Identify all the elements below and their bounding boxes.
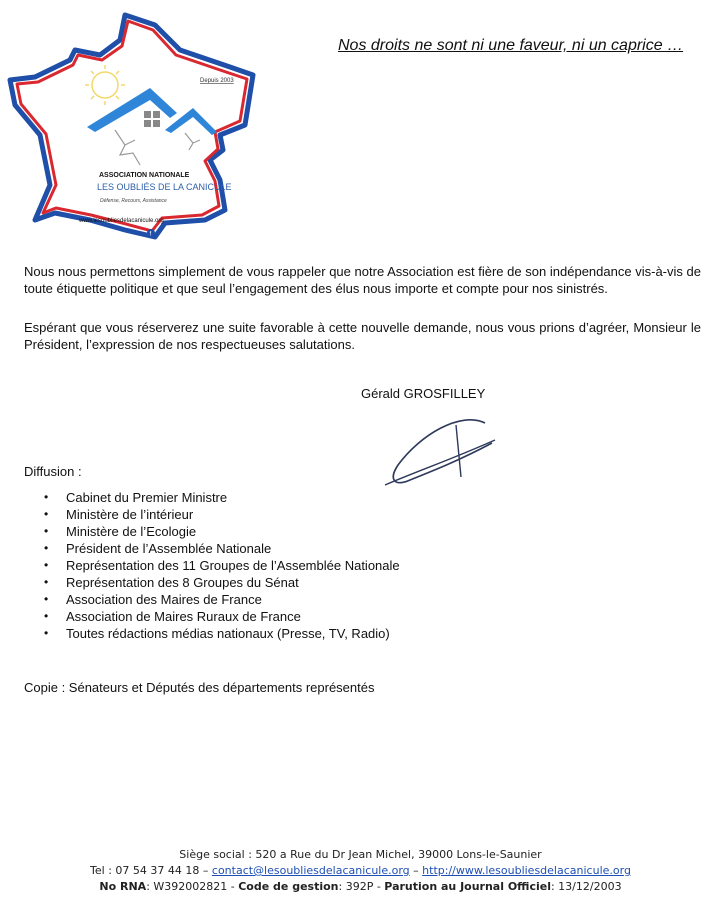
list-item: • Cabinet du Premier Ministre <box>44 489 400 506</box>
footer-contact-line <box>0 863 721 879</box>
diffusion-list <box>44 489 400 642</box>
footer-address: Siège social : 520 a Rue du Dr Jean Michel, 39000 Lons-le-Saunier <box>179 848 542 861</box>
list-item: • Association des Maires de France <box>44 591 400 608</box>
motto-heading: Nos droits ne sont ni une faveur, ni un caprice … <box>338 37 684 54</box>
svg-text:ASSOCIATION NATIONALE: ASSOCIATION NATIONALE <box>99 172 190 179</box>
list-item: • Ministère de l’intérieur <box>44 506 400 523</box>
svg-text:Défense, Recours, Assistance: Défense, Recours, Assistance <box>100 198 167 204</box>
gestion-value: : 392P - <box>338 880 385 893</box>
svg-text:Depuis 2003: Depuis 2003 <box>200 78 234 84</box>
signer-name: Gérald GROSFILLEY <box>361 386 486 401</box>
list-item: • Association de Maires Ruraux de France <box>44 608 400 625</box>
rna-label: No RNA <box>99 880 147 893</box>
svg-text:www.lesoubliesdelacanicule.org: www.lesoubliesdelacanicule.org <box>79 218 164 224</box>
rna-value: : W392002821 - <box>146 880 239 893</box>
gestion-label: Code de gestion <box>238 880 339 893</box>
list-item: • Président de l’Assemblée Nationale <box>44 540 400 557</box>
email-link[interactable]: contact@lesoubliesdelacanicule.org <box>211 864 410 877</box>
list-item: • Ministère de l’Ecologie <box>44 523 400 540</box>
paragraph-independence: Nous nous permettons simplement de vous rappeler que notre Association est fière de son indépendance vis-à-vis de toute étiquette politique et que seul l’engagement des élus nous importe et compte pour nos sinistrés. <box>24 264 701 296</box>
paragraph-closing: Espérant que vous réserverez une suite favorable à cette nouvelle demande, nous vous prions d’agréer, Monsieur le Président, l’expression de nos respectueuses salutations. <box>24 320 701 352</box>
list-item: • Représentation des 11 Groupes de l’Assemblée Nationale <box>44 557 400 574</box>
association-logo <box>5 5 275 245</box>
journal-officiel-label: Parution au Journal Officiel <box>384 880 551 893</box>
diffusion-label: Diffusion : <box>24 464 82 479</box>
footer-registration-line <box>0 879 721 895</box>
svg-text:LES OUBLIÉS DE LA CANICULE: LES OUBLIÉS DE LA CANICULE <box>97 182 232 192</box>
svg-text:f: f <box>149 231 152 238</box>
list-item: • Représentation des 8 Groupes du Sénat <box>44 574 400 591</box>
website-link[interactable]: http://www.lesoubliesdelacanicule.org <box>422 864 631 877</box>
france-map-logo-graphic <box>5 5 275 245</box>
list-item: • Toutes rédactions médias nationaux (Presse, TV, Radio) <box>44 625 400 642</box>
copy-recipients: Copie : Sénateurs et Députés des départements représentés <box>24 680 375 695</box>
handwritten-signature <box>380 415 510 490</box>
journal-officiel-value: : 13/12/2003 <box>550 880 622 893</box>
page-footer <box>0 847 721 895</box>
footer-separator: – <box>409 864 423 877</box>
footer-tel: Tel : 07 54 37 44 18 – <box>90 864 212 877</box>
